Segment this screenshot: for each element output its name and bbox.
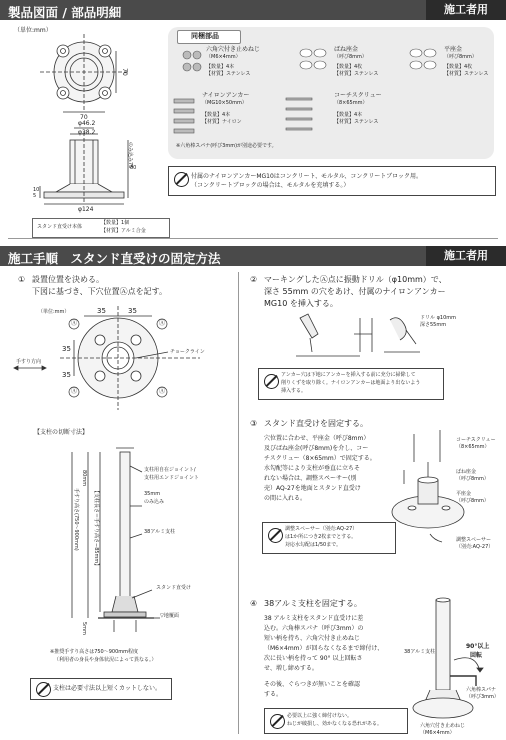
part-2-name: ばね座金 [334, 46, 359, 53]
anchor-note-line1: 付属のナイロンアンカーMG10はコンクリート、モルタル、コンクリートブロック用。 [191, 173, 423, 180]
dim-70-right: 70 [120, 68, 128, 76]
parts-title: 同梱部品 [191, 32, 219, 40]
cut-note-2: （利用者の身長や身体状況によって異なる。） [54, 657, 157, 663]
screw-label: 六角穴付き止めねじ [420, 723, 466, 729]
step4-body-2: 短い柄を持ち、六角穴付き止めねじ [264, 635, 361, 642]
part-1-qty: 【数量】4本 [206, 64, 235, 70]
part-3-qty: 【数量】4枚 [444, 64, 473, 70]
part-5-material: 【材質】ステンレス [334, 119, 379, 125]
part-1-name: 六角穴付き止めねじ [206, 46, 261, 53]
flat-spec: （呼び8mm） [456, 498, 489, 504]
drill-spec-2: 深さ55mm [420, 322, 447, 328]
pole-label: 38アルミ支柱 [144, 529, 176, 535]
drill-spec-1: ドリル φ10mm [420, 315, 456, 321]
part-5-spec: （8×65mm） [334, 100, 368, 106]
step4-body-3: （M6×4mm）が回らなくなるまで締付け、 [264, 645, 384, 652]
step4-body-8: する。 [264, 691, 283, 698]
step3-body-3: 水勾配等により支柱が垂直に立ちそ [264, 465, 361, 472]
cut-5mm: 5mm [81, 622, 87, 635]
step3-title: スタンド直受けを固定する。 [264, 419, 368, 428]
step4-body-5: せ、増し締めする。 [264, 665, 318, 672]
step3-body-2: チスクリュー（8×65mm）で固定する。 [264, 455, 376, 462]
wrench-label: 六角棒スパナ [466, 687, 497, 693]
part-3-material: 【材質】ステンレス [444, 71, 489, 77]
spacer-note-2: は1か所につき2枚までとする。 [285, 534, 357, 540]
procedure-badge: 施工者用 [426, 246, 506, 266]
step2-line3: MG10 を挿入する。 [264, 299, 338, 308]
step3-body-6: の間に入れる。 [264, 495, 307, 502]
step1-unit: （単位:mm） [38, 309, 70, 315]
step4-body-0: 38 アルミ支柱をスタンド直受けに差 [264, 615, 364, 622]
stand-label: スタンド直受け [156, 585, 192, 591]
dim-80: 80 [130, 165, 137, 171]
wrench-spec: （呼び3mm） [466, 694, 499, 700]
step4-body-1: 込む。六角棒スパナ（呼び3mm）の [264, 625, 364, 632]
part-3-spec: （呼び8mm） [444, 54, 477, 60]
step1-dim-b: 35 [128, 307, 137, 315]
anchor-warning-3: 挿入する。 [281, 388, 307, 394]
part-2-spec: （呼び8mm） [334, 54, 367, 60]
step3-number: ③ [250, 419, 258, 428]
pole-length: 【支柱長さ＝手すり高さ−85mm】 [93, 488, 99, 569]
point-a-2: Ⓐ [159, 320, 166, 327]
part-4-qty: 【数量】4本 [202, 112, 231, 118]
coach-label: コーチスクリュー [456, 437, 496, 443]
part-1-material: 【材質】ステンレス [206, 71, 251, 77]
part-5-qty: 【数量】4本 [334, 112, 363, 118]
step4-body-7: その後、ぐらつきが無いことを確認 [264, 681, 360, 688]
joint-label-1: 支柱用自在ジョイント/ [144, 467, 196, 473]
step4-body-4: 次に長い柄を持って 90° 以上回転さ [264, 655, 363, 662]
dim-10: 10 [33, 187, 40, 193]
dim-phi38: φ38.2 [78, 129, 96, 136]
tighten-warning-1: 必要以上に強く締付けない。 [287, 713, 353, 719]
product-name: スタンド直受け本体 [37, 224, 83, 230]
procedure-title: 施工手順 スタンド直受けの固定方法 [8, 251, 221, 266]
step1-dim-c: 35 [62, 345, 71, 353]
dim-75: のみ込み75 [127, 142, 133, 169]
step1-line1: 設置位置を決める。 [32, 275, 104, 284]
joint-label-2: 支柱用エンドジョイント [144, 475, 199, 481]
product-material: 【材質】アルミ合金 [101, 228, 146, 234]
part-2-material: 【材質】ステンレス [334, 71, 379, 77]
anchor-warning-1: アンカー穴は下地にアンカーを挿入する前に充分に掃除して [281, 372, 416, 378]
rail-height: 手すり高さ(750〜900mm) [73, 488, 79, 551]
page-title: 製品図面 / 部品明細 [8, 5, 122, 20]
spring-spec: （呼び8mm） [456, 476, 489, 482]
part-4-material: 【材質】ナイロン [202, 119, 242, 125]
parts-note: ※六角棒スパナ(呼び3mm)が別途必要です。 [176, 143, 277, 149]
step2-line1: マーキングしたⒶ点に振動ドリル（φ10mm）で、 [264, 275, 447, 284]
step4-pole-label: 38アルミ支柱 [404, 649, 436, 655]
spacer-note-3: 対応水勾配は1/50まで。 [285, 542, 342, 548]
anchor-note-line2: （コンクリートブロックの場合は、モルタルを充填する。） [191, 182, 350, 189]
flat-label: 平座金 [456, 491, 472, 497]
part-1-spec: （M6×4mm） [206, 54, 241, 60]
chalk-line: チョークライン [170, 349, 205, 355]
unit-label: （単位:mm） [14, 27, 52, 34]
tighten-warning-2: ねじが破損し、効かなくなる恐れがある。 [287, 721, 383, 727]
anchor-warning-2: 削りくずを取り除く。ナイロンアンカーは地面より出ないよう [281, 380, 421, 386]
dim-5: 5 [33, 193, 37, 199]
spacer-note-1: 調整スペーサー（別売:AQ-27） [285, 526, 358, 532]
depth-label-2: のみ込み [144, 499, 165, 505]
product-qty: 【数量】1個 [101, 220, 130, 226]
tighten-warning-box [264, 708, 408, 734]
prohibit-icon [270, 714, 285, 729]
dim-70-bottom: 70 [80, 114, 88, 121]
step1-line2: 下図に基づき、下穴位置Ⓐ点を記す。 [32, 287, 168, 296]
part-4-name: ナイロンアンカー [202, 92, 250, 99]
part-5-name: コーチスクリュー [334, 92, 382, 99]
handrail-direction: 手すり方向 [16, 359, 42, 365]
spacer-spec: （別売:AQ-27） [456, 544, 494, 550]
cut-title: 【支柱の切断寸法】 [34, 429, 89, 436]
step1-number: ① [18, 275, 26, 284]
screw-spec: （M6×4mm） [420, 730, 455, 736]
cut-warning: 支柱は必要寸法以上短くカットしない。 [53, 685, 161, 692]
dim-phi46: φ46.2 [78, 120, 96, 127]
step1-dim-d: 35 [62, 371, 71, 379]
cut-80mm: 80mm [81, 470, 87, 487]
dim-phi124: φ124 [78, 206, 94, 213]
rotate-label-2: 回転 [470, 652, 483, 659]
step3-body-0: 穴位置に合わせ、平座金（呼び8mm） [264, 435, 370, 442]
step1-dim-a: 35 [97, 307, 106, 315]
step2-line2: 深さ 55mm の穴をあけ、付属のナイロンアンカー [264, 287, 446, 296]
point-a-1: Ⓐ [71, 320, 78, 327]
step3-body-1: 及びばね座金(呼び8mm)を介し、コー [264, 445, 369, 452]
cut-note-1: ※推奨手すり高さは750〜900mm程度 [50, 649, 139, 655]
point-a-4: Ⓐ [159, 388, 166, 395]
step3-body-4: れない場合は、調整スペーサー(別 [264, 475, 357, 482]
part-4-spec: （MG10×50mm） [202, 100, 247, 106]
part-3-name: 平座金 [444, 46, 463, 53]
part-2-qty: 【数量】4枚 [334, 64, 363, 70]
spring-label: ばね座金 [456, 469, 477, 475]
spacer-label: 調整スペーサー [456, 537, 492, 543]
audience-badge: 施工者用 [426, 0, 506, 20]
step2-number: ② [250, 275, 258, 284]
depth-label-1: 35mm [144, 491, 161, 497]
point-a-3: Ⓐ [71, 388, 78, 395]
step4-title: 38アルミ支柱を固定する。 [264, 599, 362, 608]
coach-spec: （8×65mm） [456, 444, 490, 450]
step3-body-5: 売）AQ-27を地面とスタンド直受け [264, 485, 361, 492]
floor-label: ▽地覆面 [160, 613, 179, 619]
rotate-label-1: 90°以上 [466, 643, 490, 650]
step4-number: ④ [250, 599, 258, 608]
